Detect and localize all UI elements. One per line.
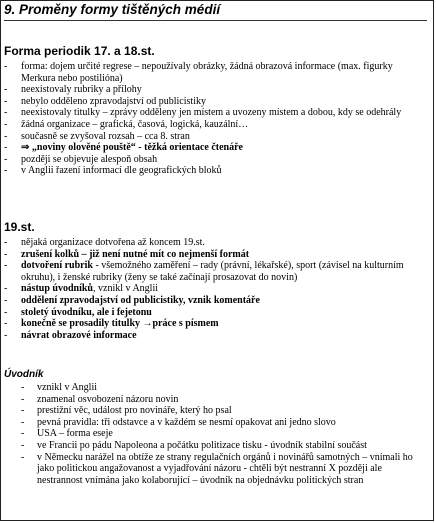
list-item-text: nějaká organizace dotvořena až koncem 19.st. xyxy=(21,237,205,248)
list-item xyxy=(21,394,425,406)
list-item xyxy=(4,154,424,166)
bullet-dash: - xyxy=(4,260,8,272)
list-item xyxy=(4,84,424,96)
list-item-text: návrat obrazové informace xyxy=(21,329,137,341)
list-uvodnik xyxy=(21,382,425,486)
bullet-dash: - xyxy=(4,107,8,119)
item-text-part: „noviny xyxy=(29,142,69,154)
bullet-dash: - xyxy=(4,294,8,306)
list-item-text xyxy=(21,142,424,154)
list-item-text: současně se zvyšoval rozsah – cca 8. stran xyxy=(21,130,190,142)
list-item-text: později se objevuje alespoň obsah xyxy=(21,153,158,165)
bullet-dash: - xyxy=(4,237,8,248)
bullet-dash: - xyxy=(21,439,25,451)
list-item-text: USA – forma eseje xyxy=(37,428,113,440)
list-item xyxy=(21,440,425,452)
list-item xyxy=(4,142,424,154)
bullet-dash: - xyxy=(4,142,8,154)
list-item xyxy=(4,237,424,249)
page-title: 9. Proměny formy tištěných médií xyxy=(4,2,221,17)
list-item-text: dotvoření rubrik - všemožného zaměření – rady (právní, lékařské), sport (závisel na kulturním okruhu), i ženské rubriky (ženy se také začínají prosazovat do novin) xyxy=(21,260,404,283)
bullet-dash: - xyxy=(4,118,8,130)
list-19st xyxy=(4,237,424,341)
list-item xyxy=(4,295,424,307)
bullet-dash: - xyxy=(4,84,8,96)
bullet-dash: - xyxy=(4,248,8,260)
list-item-text: pevná pravidla: tři odstavce a v každém se nesmí opakovat ani jedno slovo xyxy=(37,416,336,428)
list-item-text: oddělení zpravodajství od publicistiky, vznik komentáře xyxy=(21,294,260,306)
bullet-dash: - xyxy=(21,382,25,393)
list-item-text: nástup úvodníků, vznikl v Anglii xyxy=(21,283,158,295)
list-item-text: neexistovaly rubriky a přílohy xyxy=(21,84,142,96)
item-text-bold: nástup úvodníků xyxy=(21,283,93,295)
list-item-text: žádná organizace – grafická, časová, logická, kauzální… xyxy=(21,118,249,130)
list-item xyxy=(21,405,425,417)
item-text-bold: dotvoření rubrik xyxy=(21,260,93,272)
list-item xyxy=(21,417,425,429)
arrow-icon: ⇒ xyxy=(21,142,30,154)
section-heading-uvodnik: Úvodník xyxy=(4,369,44,380)
list-item xyxy=(4,96,424,108)
list-periodika xyxy=(4,61,424,177)
bullet-dash: - xyxy=(4,61,8,72)
item-text-bold: olověné pouště xyxy=(68,142,131,154)
section-heading-periodika: Forma periodik 17. a 18.st. xyxy=(4,44,155,58)
list-item-text: nebylo odděleno zpravodajství od publicistiky xyxy=(21,95,206,107)
item-text-part: “ - těžká orientace čtenáře xyxy=(130,142,243,154)
list-item xyxy=(21,452,425,487)
list-item xyxy=(4,260,424,283)
list-item xyxy=(4,119,424,131)
list-item-text: ve Francii po pádu Napoleona a počátku politizace tisku - úvodník stabilní součást xyxy=(37,439,367,451)
bullet-dash: - xyxy=(4,318,8,330)
list-item xyxy=(4,107,424,119)
list-item xyxy=(21,428,425,440)
bullet-dash: - xyxy=(4,130,8,142)
bullet-dash: - xyxy=(4,165,8,177)
list-item-text: konečně se prosadily titulky →práce s písmem xyxy=(21,318,219,330)
list-item-text: v Německu narážel na obtíže ze strany regulačních orgánů i novinářů samotných – vnímali ho jako politickou angažovanost a vyjadřování názoru - chtěli být nestranní X později ale nestrannost vnímána jako kolaborující – úvodník na objednávku politických stran xyxy=(37,451,413,486)
bullet-dash: - xyxy=(4,153,8,165)
list-item xyxy=(4,283,424,295)
section-heading-19st: 19.st. xyxy=(4,220,35,234)
list-item-text: vznikl v Anglii xyxy=(37,382,97,393)
bullet-dash: - xyxy=(21,428,25,440)
bullet-dash: - xyxy=(21,451,25,463)
bullet-dash: - xyxy=(4,95,8,107)
list-item-text: znamenal osvobození názoru novin xyxy=(37,393,179,405)
list-item xyxy=(4,307,424,319)
list-item xyxy=(4,318,424,330)
list-item-text: forma: dojem určité regrese – nepoužívaly obrázky, žádná obrazová informace (max. figurky Merkura nebo postilióna) xyxy=(21,61,393,84)
bullet-dash: - xyxy=(21,393,25,405)
bullet-dash: - xyxy=(4,283,8,295)
list-item xyxy=(4,131,424,143)
title-underline xyxy=(4,20,427,21)
list-item xyxy=(4,330,424,342)
list-item-text: neexistovaly titulky – zprávy odděleny jen místem a uvozeny místem a dobou, kdy se odehrály xyxy=(21,107,402,119)
list-item xyxy=(4,165,424,177)
list-item-text: v Anglii řazení informací dle geografických bloků xyxy=(21,165,222,177)
list-item-text: stoletý úvodníku, ale i fejetonu xyxy=(21,306,152,318)
bullet-dash: - xyxy=(4,306,8,318)
list-item-text: prestižní věc, událost pro novináře, který ho psal xyxy=(37,405,232,417)
list-item xyxy=(21,382,425,394)
list-item xyxy=(4,249,424,261)
bullet-dash: - xyxy=(21,405,25,417)
list-item xyxy=(4,61,424,84)
bullet-dash: - xyxy=(21,416,25,428)
list-item-text: zrušení kolků – již není nutné mít co nejmenší formát xyxy=(21,248,250,260)
bullet-dash: - xyxy=(4,329,8,341)
